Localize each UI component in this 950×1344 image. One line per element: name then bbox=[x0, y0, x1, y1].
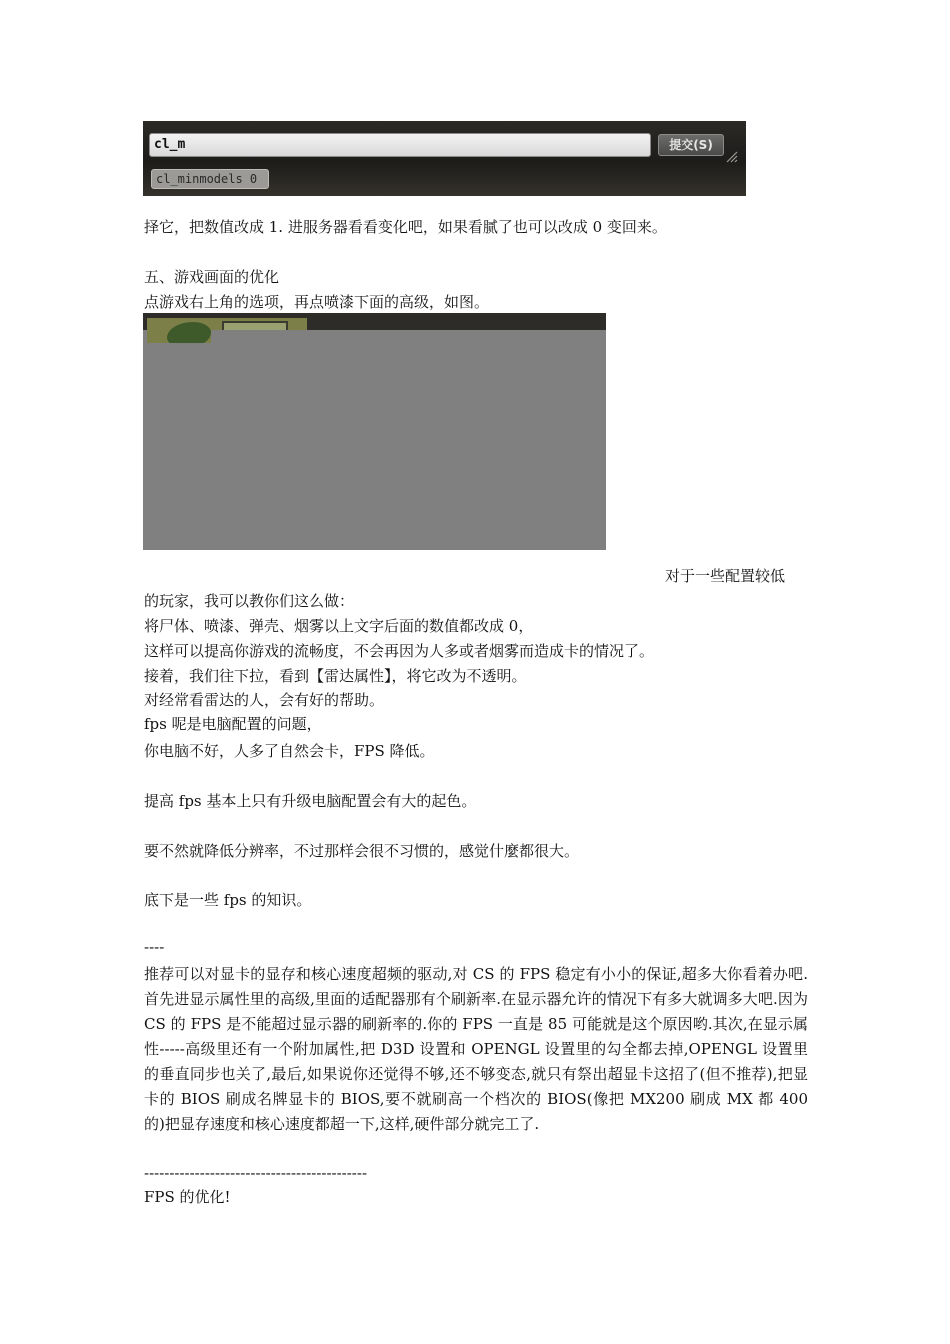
text-line: 点游戏右上角的选项，再点喷漆下面的高级，如图。 bbox=[144, 293, 490, 311]
text-line: fps 呢是电脑配置的问题， bbox=[144, 715, 322, 733]
masked-region bbox=[143, 343, 606, 550]
separator-line: -------------------------------------------- bbox=[144, 1164, 368, 1182]
submit-button[interactable]: 提交(S) bbox=[658, 134, 724, 156]
text-line: 对经常看雷达的人，会有好的帮助。 bbox=[144, 691, 385, 709]
text-line: 择它，把数值改成 1. 进服务器看看变化吧，如果看腻了也可以改成 0 变回来。 bbox=[144, 218, 667, 236]
body-paragraph: 推荐可以对显卡的显存和核心速度超频的驱动,对 CS 的 FPS 稳定有小小的保证,超多大你看着办吧.首先进显示属性里的高级,里面的适配器那有个刷新率.在显示器允许的情况下有多大就调多大吧.因为 CS 的 FPS 是不能超过显示器的刷新率的.你的 FPS 一直是 85 可能就是这个原因哟.其次,在显示属性-----高级里还有一个附加属性,把 D3D 设置和 OPENGL 设置里的勾全都去掉,OPENGL 设置里的垂直同步也关了,最后,如果说你还觉得不够,还不够变态,就只有祭出超显卡这招了(但不推荐),把显卡的 BIOS 刷成名牌显卡的 BIOS,要不就刷高一个档次的 BIOS(像把 MX200 刷成 MX 都 400 的)把显存速度和核心速度都超一下,这样,硬件部分就完工了. bbox=[144, 965, 808, 1133]
text-line: 这样可以提高你游戏的流畅度，不会再因为人多或者烟雾而造成卡的情况了。 bbox=[144, 642, 655, 660]
section-heading: 五、游戏画面的优化 bbox=[144, 268, 280, 286]
text-line: FPS 的优化! bbox=[144, 1188, 231, 1206]
console-screenshot bbox=[143, 121, 746, 196]
text-line: 将尸体、喷漆、弹壳、烟雾以上文字后面的数值都改成 0， bbox=[144, 617, 534, 635]
text-line: 的玩家，我可以教你们这么做： bbox=[144, 592, 355, 610]
masked-region bbox=[211, 330, 606, 350]
text-line: 你电脑不好，人多了自然会卡，FPS 降低。 bbox=[144, 742, 435, 760]
game-settings-screenshot bbox=[143, 313, 606, 550]
console-suggestion-item[interactable]: cl_minmodels 0 bbox=[151, 169, 269, 189]
text-line: 对于一些配置较低 bbox=[665, 567, 786, 585]
text-line: 接着，我们往下拉，看到【雷达属性】，将它改为不透明。 bbox=[144, 667, 527, 685]
separator-line: ---- bbox=[144, 938, 165, 956]
resize-grip-icon[interactable] bbox=[724, 149, 738, 163]
text-line: 底下是一些 fps 的知识。 bbox=[144, 891, 312, 909]
text-line: 提高 fps 基本上只有升级电脑配置会有大的起色。 bbox=[144, 792, 477, 810]
text-line: 要不然就降低分辨率，不过那样会很不习惯的，感觉什麼都很大。 bbox=[144, 842, 580, 860]
console-command-input[interactable]: cl_m bbox=[149, 133, 651, 157]
